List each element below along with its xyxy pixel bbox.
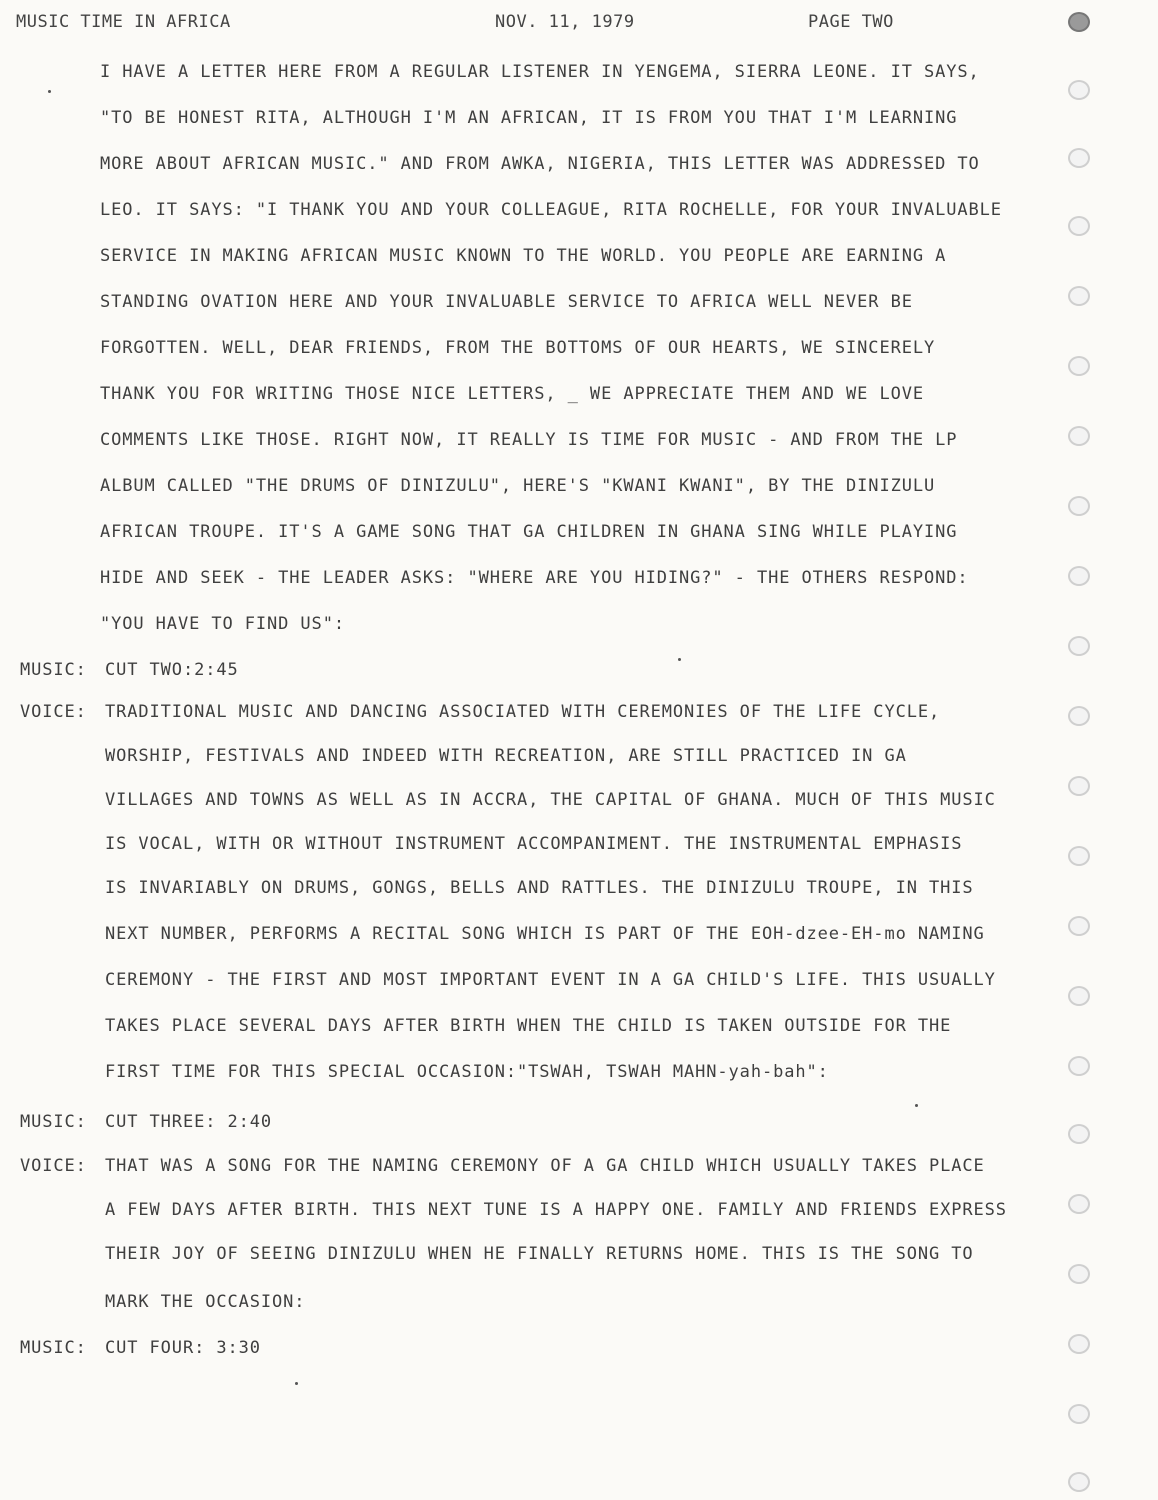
ink-speck: [48, 90, 51, 93]
program-title: MUSIC TIME IN AFRICA: [16, 12, 231, 32]
intro-line: SERVICE IN MAKING AFRICAN MUSIC KNOWN TO THE WORLD. YOU PEOPLE ARE EARNING A: [100, 246, 947, 266]
perforation-hole: [1068, 776, 1090, 796]
intro-line: "YOU HAVE TO FIND US":: [100, 614, 345, 634]
perforation-hole: [1068, 356, 1090, 376]
music-cue-text: CUT TWO:2:45: [105, 660, 239, 680]
music-cue-label: MUSIC:: [20, 1112, 87, 1132]
perforation-hole: [1068, 216, 1090, 236]
intro-line: MORE ABOUT AFRICAN MUSIC." AND FROM AWKA, NIGERIA, THIS LETTER WAS ADDRESSED TO: [100, 154, 980, 174]
perforation-hole: [1068, 286, 1090, 306]
perforation-hole: [1068, 80, 1090, 100]
perforation-hole: [1068, 916, 1090, 936]
perforation-hole: [1068, 1056, 1090, 1076]
perforation-hole: [1068, 496, 1090, 516]
voice-line: A FEW DAYS AFTER BIRTH. THIS NEXT TUNE IS A HAPPY ONE. FAMILY AND FRIENDS EXPRESS: [105, 1200, 1007, 1220]
intro-line: AFRICAN TROUPE. IT'S A GAME SONG THAT GA CHILDREN IN GHANA SING WHILE PLAYING: [100, 522, 958, 542]
perforation-hole: [1068, 148, 1090, 168]
intro-line: FORGOTTEN. WELL, DEAR FRIENDS, FROM THE BOTTOMS OF OUR HEARTS, WE SINCERELY: [100, 338, 936, 358]
intro-line: THANK YOU FOR WRITING THOSE NICE LETTERS, _ WE APPRECIATE THEM AND WE LOVE: [100, 384, 924, 404]
ink-speck: [678, 658, 681, 661]
perforation-strip: [1062, 0, 1102, 1500]
perforation-hole: [1068, 426, 1090, 446]
music-cue-label: MUSIC:: [20, 1338, 87, 1358]
perforation-hole: [1068, 1124, 1090, 1144]
intro-line: COMMENTS LIKE THOSE. RIGHT NOW, IT REALLY IS TIME FOR MUSIC - AND FROM THE LP: [100, 430, 958, 450]
voice-line: TAKES PLACE SEVERAL DAYS AFTER BIRTH WHEN THE CHILD IS TAKEN OUTSIDE FOR THE: [105, 1016, 952, 1036]
voice-label: VOICE:: [20, 702, 87, 722]
perforation-hole: [1068, 12, 1090, 32]
voice-line: THEIR JOY OF SEEING DINIZULU WHEN HE FINALLY RETURNS HOME. THIS IS THE SONG TO: [105, 1244, 974, 1264]
page-number: PAGE TWO: [808, 12, 894, 32]
intro-line: "TO BE HONEST RITA, ALTHOUGH I'M AN AFRICAN, IT IS FROM YOU THAT I'M LEARNING: [100, 108, 958, 128]
voice-line: CEREMONY - THE FIRST AND MOST IMPORTANT EVENT IN A GA CHILD'S LIFE. THIS USUALLY: [105, 970, 996, 990]
intro-line: STANDING OVATION HERE AND YOUR INVALUABLE SERVICE TO AFRICA WELL NEVER BE: [100, 292, 913, 312]
broadcast-date: NOV. 11, 1979: [495, 12, 635, 32]
voice-line: MARK THE OCCASION:: [105, 1292, 306, 1312]
intro-line: ALBUM CALLED "THE DRUMS OF DINIZULU", HERE'S "KWANI KWANI", BY THE DINIZULU: [100, 476, 936, 496]
intro-line: I HAVE A LETTER HERE FROM A REGULAR LISTENER IN YENGEMA, SIERRA LEONE. IT SAYS,: [100, 62, 980, 82]
intro-line: HIDE AND SEEK - THE LEADER ASKS: "WHERE ARE YOU HIDING?" - THE OTHERS RESPOND:: [100, 568, 969, 588]
ink-speck: [295, 1382, 298, 1385]
voice-line: IS VOCAL, WITH OR WITHOUT INSTRUMENT ACCOMPANIMENT. THE INSTRUMENTAL EMPHASIS: [105, 834, 963, 854]
perforation-hole: [1068, 1194, 1090, 1214]
music-cue-text: CUT THREE: 2:40: [105, 1112, 273, 1132]
voice-line: NEXT NUMBER, PERFORMS A RECITAL SONG WHICH IS PART OF THE EOH-dzee-EH-mo NAMING: [105, 924, 985, 944]
perforation-hole: [1068, 1472, 1090, 1492]
voice-line: TRADITIONAL MUSIC AND DANCING ASSOCIATED WITH CEREMONIES OF THE LIFE CYCLE,: [105, 702, 941, 722]
perforation-hole: [1068, 1404, 1090, 1424]
perforation-hole: [1068, 846, 1090, 866]
perforation-hole: [1068, 636, 1090, 656]
voice-line: VILLAGES AND TOWNS AS WELL AS IN ACCRA, THE CAPITAL OF GHANA. MUCH OF THIS MUSIC: [105, 790, 996, 810]
intro-line: LEO. IT SAYS: "I THANK YOU AND YOUR COLLEAGUE, RITA ROCHELLE, FOR YOUR INVALUABLE: [100, 200, 1002, 220]
voice-line: IS INVARIABLY ON DRUMS, GONGS, BELLS AND RATTLES. THE DINIZULU TROUPE, IN THIS: [105, 878, 974, 898]
voice-label: VOICE:: [20, 1156, 87, 1176]
voice-line: WORSHIP, FESTIVALS AND INDEED WITH RECREATION, ARE STILL PRACTICED IN GA: [105, 746, 907, 766]
perforation-hole: [1068, 1264, 1090, 1284]
perforation-hole: [1068, 1334, 1090, 1354]
perforation-hole: [1068, 706, 1090, 726]
music-cue-label: MUSIC:: [20, 660, 87, 680]
music-cue-text: CUT FOUR: 3:30: [105, 1338, 261, 1358]
perforation-hole: [1068, 986, 1090, 1006]
voice-line: FIRST TIME FOR THIS SPECIAL OCCASION:"TSWAH, TSWAH MAHN-yah-bah":: [105, 1062, 829, 1082]
ink-speck: [915, 1104, 918, 1107]
voice-line: THAT WAS A SONG FOR THE NAMING CEREMONY OF A GA CHILD WHICH USUALLY TAKES PLACE: [105, 1156, 985, 1176]
perforation-hole: [1068, 566, 1090, 586]
